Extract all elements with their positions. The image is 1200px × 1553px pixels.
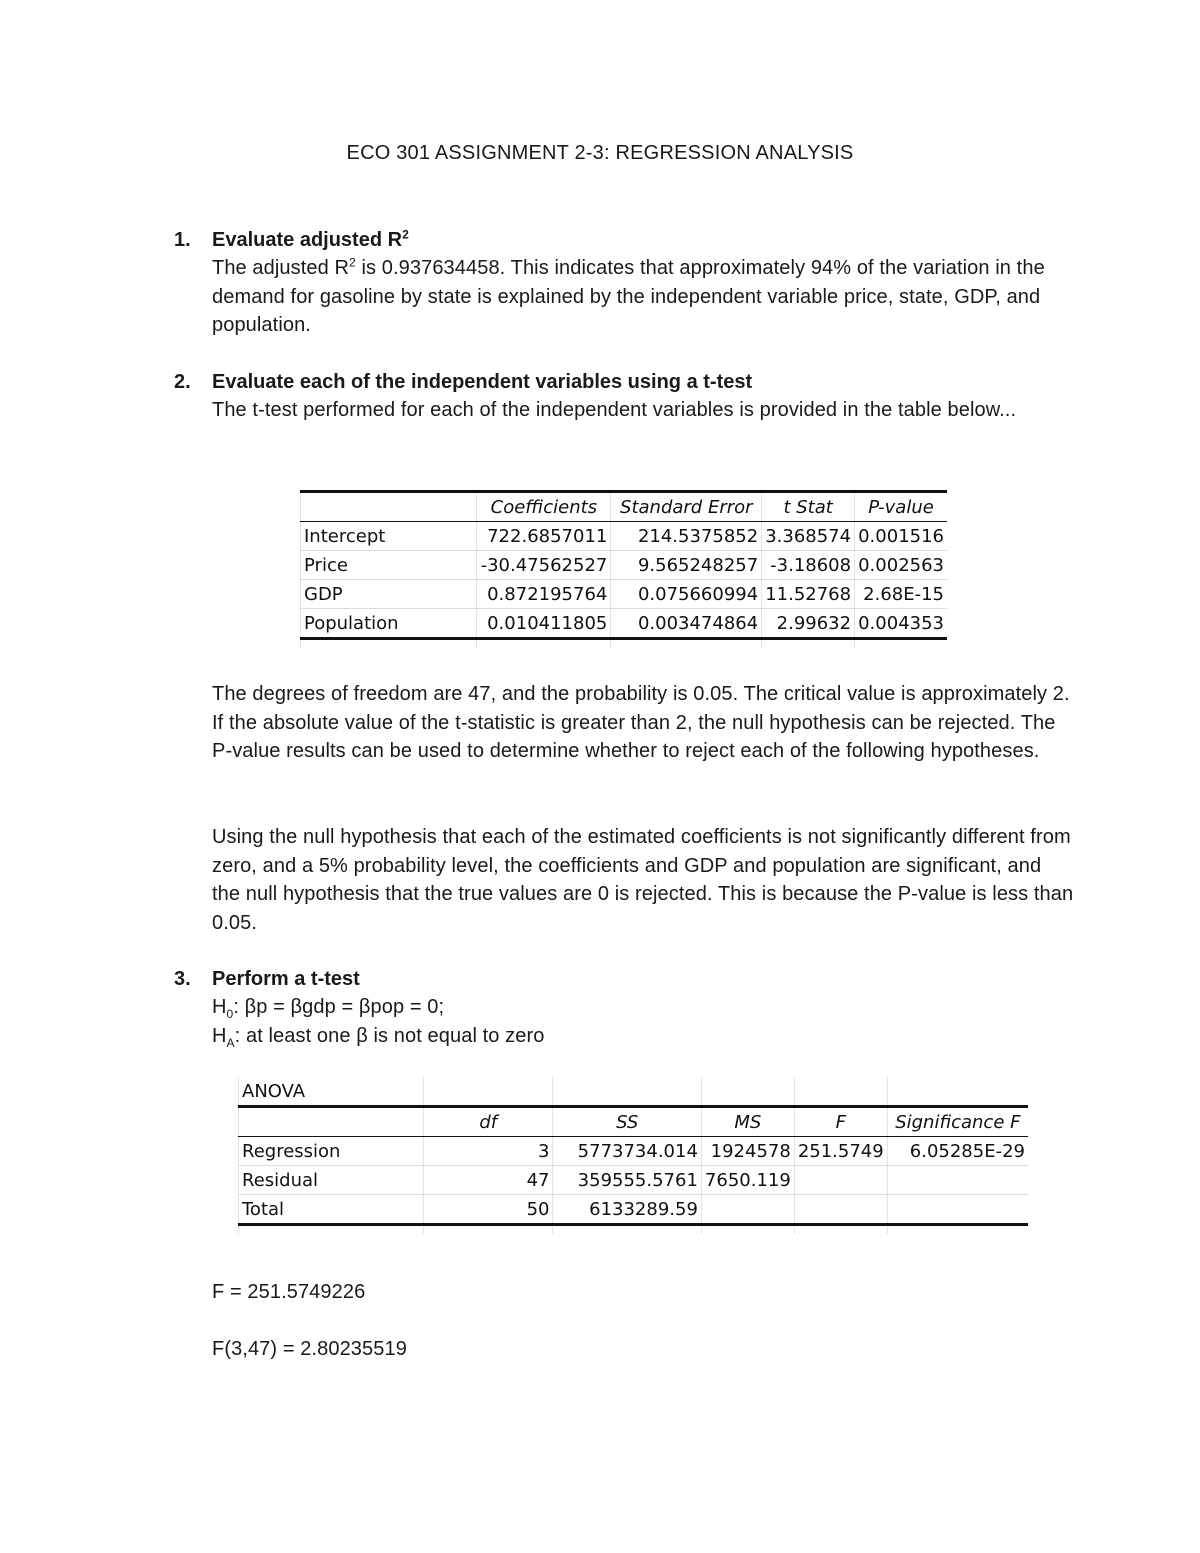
cell: 722.6857011 — [477, 522, 611, 551]
section-2-intro: The t-test performed for each of the independent variables is provided in the table below... — [212, 399, 1017, 421]
null-hypothesis-line: $H_0$: βp = βgdp = βpop = 0; — [212, 996, 445, 1021]
cell — [794, 1195, 887, 1225]
cell: -3.18608 — [762, 551, 855, 580]
table-row — [239, 1137, 1029, 1166]
cell: 2.68E-15 — [855, 580, 947, 609]
row-label: GDP — [301, 580, 477, 609]
table-row — [301, 609, 948, 639]
header-cell — [301, 492, 477, 522]
heading-text: Evaluate each of the independent variables using a t-test — [212, 371, 753, 393]
anova-table — [238, 1077, 1028, 1234]
section-1-paragraph: The adjusted $R^2$ is 0.937634458. This indicates that approximately 94% of the variation in the demand for gasoline by state is explained by the independent variable price, state, GDP, and population. — [212, 255, 1045, 336]
cell: 3 — [423, 1137, 552, 1166]
cell: 0.003474864 — [611, 609, 762, 639]
section-1-heading — [174, 226, 1074, 254]
table-row — [239, 1166, 1029, 1195]
header-cell: df — [423, 1107, 552, 1137]
cell: 6.05285E-29 — [887, 1137, 1028, 1166]
cell: 0.004353 — [855, 609, 947, 639]
header-cell — [239, 1107, 424, 1137]
cell: 359555.5761 — [553, 1166, 701, 1195]
table-header-row — [301, 492, 948, 522]
row-label: Total — [239, 1195, 424, 1225]
table-header-row — [239, 1107, 1029, 1137]
cell: 47 — [423, 1166, 552, 1195]
cell: 0.075660994 — [611, 580, 762, 609]
table-row — [239, 1195, 1029, 1225]
section-number: 2. — [174, 371, 191, 393]
header-cell: Significance F — [887, 1107, 1028, 1137]
anova-title-row — [239, 1077, 1029, 1107]
header-cell: Standard Error — [611, 492, 762, 522]
cell: 0.001516 — [855, 522, 947, 551]
page-title: ECO 301 ASSIGNMENT 2-3: REGRESSION ANALYSIS — [346, 142, 854, 164]
cell: 2.99632 — [762, 609, 855, 639]
cell: 50 — [423, 1195, 552, 1225]
section-3 — [174, 965, 1074, 1050]
header-cell: SS — [553, 1107, 701, 1137]
cell — [887, 1195, 1028, 1225]
f-statistic — [174, 1278, 1074, 1307]
section-3-heading — [174, 965, 1074, 993]
header-cell: Coefficients — [477, 492, 611, 522]
cell — [794, 1166, 887, 1195]
cell: 0.010411805 — [477, 609, 611, 639]
row-label: Population — [301, 609, 477, 639]
cell: 1924578 — [701, 1137, 794, 1166]
header-cell: t Stat — [762, 492, 855, 522]
cell: 3.368574 — [762, 522, 855, 551]
row-label: Regression — [239, 1137, 424, 1166]
section-2-heading — [174, 368, 1074, 396]
cell: 251.5749 — [794, 1137, 887, 1166]
section-2-discussion — [174, 680, 1074, 766]
cell: 5773734.014 — [553, 1137, 701, 1166]
heading-text: Perform a t-test — [212, 968, 360, 990]
cell: 214.5375852 — [611, 522, 762, 551]
section-1 — [174, 226, 1074, 340]
cell: 6133289.59 — [553, 1195, 701, 1225]
heading-text: Evaluate adjusted $R^2$ — [212, 227, 409, 251]
row-label: Residual — [239, 1166, 424, 1195]
null-hypothesis-paragraph: Using the null hypothesis that each of the estimated coefficients is not significantly different from zero, and a 5% probability level, the coefficients and GDP and population are significant, and the null hypothesis that the true values are 0 is rejected. This is because the P-value is less than 0.05. — [212, 826, 1074, 934]
section-number: 1. — [174, 229, 191, 251]
f-critical — [174, 1335, 1074, 1364]
section-2-conclusion — [174, 823, 1074, 937]
table-row — [301, 580, 948, 609]
section-number: 3. — [174, 968, 191, 990]
t-test-table — [300, 490, 947, 648]
cell: 0.872195764 — [477, 580, 611, 609]
header-cell: MS — [701, 1107, 794, 1137]
alt-hypothesis-line: $H_A$: at least one β is not equal to zero — [212, 1024, 545, 1050]
cell — [701, 1195, 794, 1225]
f-value-line: F = 251.5749226 — [212, 1281, 366, 1303]
cell: 0.002563 — [855, 551, 947, 580]
header-cell: F — [794, 1107, 887, 1137]
header-cell: P-value — [855, 492, 947, 522]
cell: 7650.119 — [701, 1166, 794, 1195]
degrees-of-freedom-paragraph: The degrees of freedom are 47, and the probability is 0.05. The critical value is approximately 2. If the absolute value of the t-statistic is greater than 2, the null hypothesis can be rejected. The P-value results can be used to determine whether to reject each of the following hypotheses. — [212, 683, 1070, 762]
cell — [887, 1166, 1028, 1195]
anova-label: ANOVA — [239, 1077, 424, 1107]
section-2 — [174, 368, 1074, 425]
cell: -30.47562527 — [477, 551, 611, 580]
table-spacer — [301, 639, 948, 649]
table-spacer — [239, 1225, 1029, 1235]
cell: 11.52768 — [762, 580, 855, 609]
table-row — [301, 522, 948, 551]
table-row — [301, 551, 948, 580]
row-label: Price — [301, 551, 477, 580]
f-critical-line: F(3,47) = 2.80235519 — [212, 1338, 407, 1360]
cell: 9.565248257 — [611, 551, 762, 580]
row-label: Intercept — [301, 522, 477, 551]
